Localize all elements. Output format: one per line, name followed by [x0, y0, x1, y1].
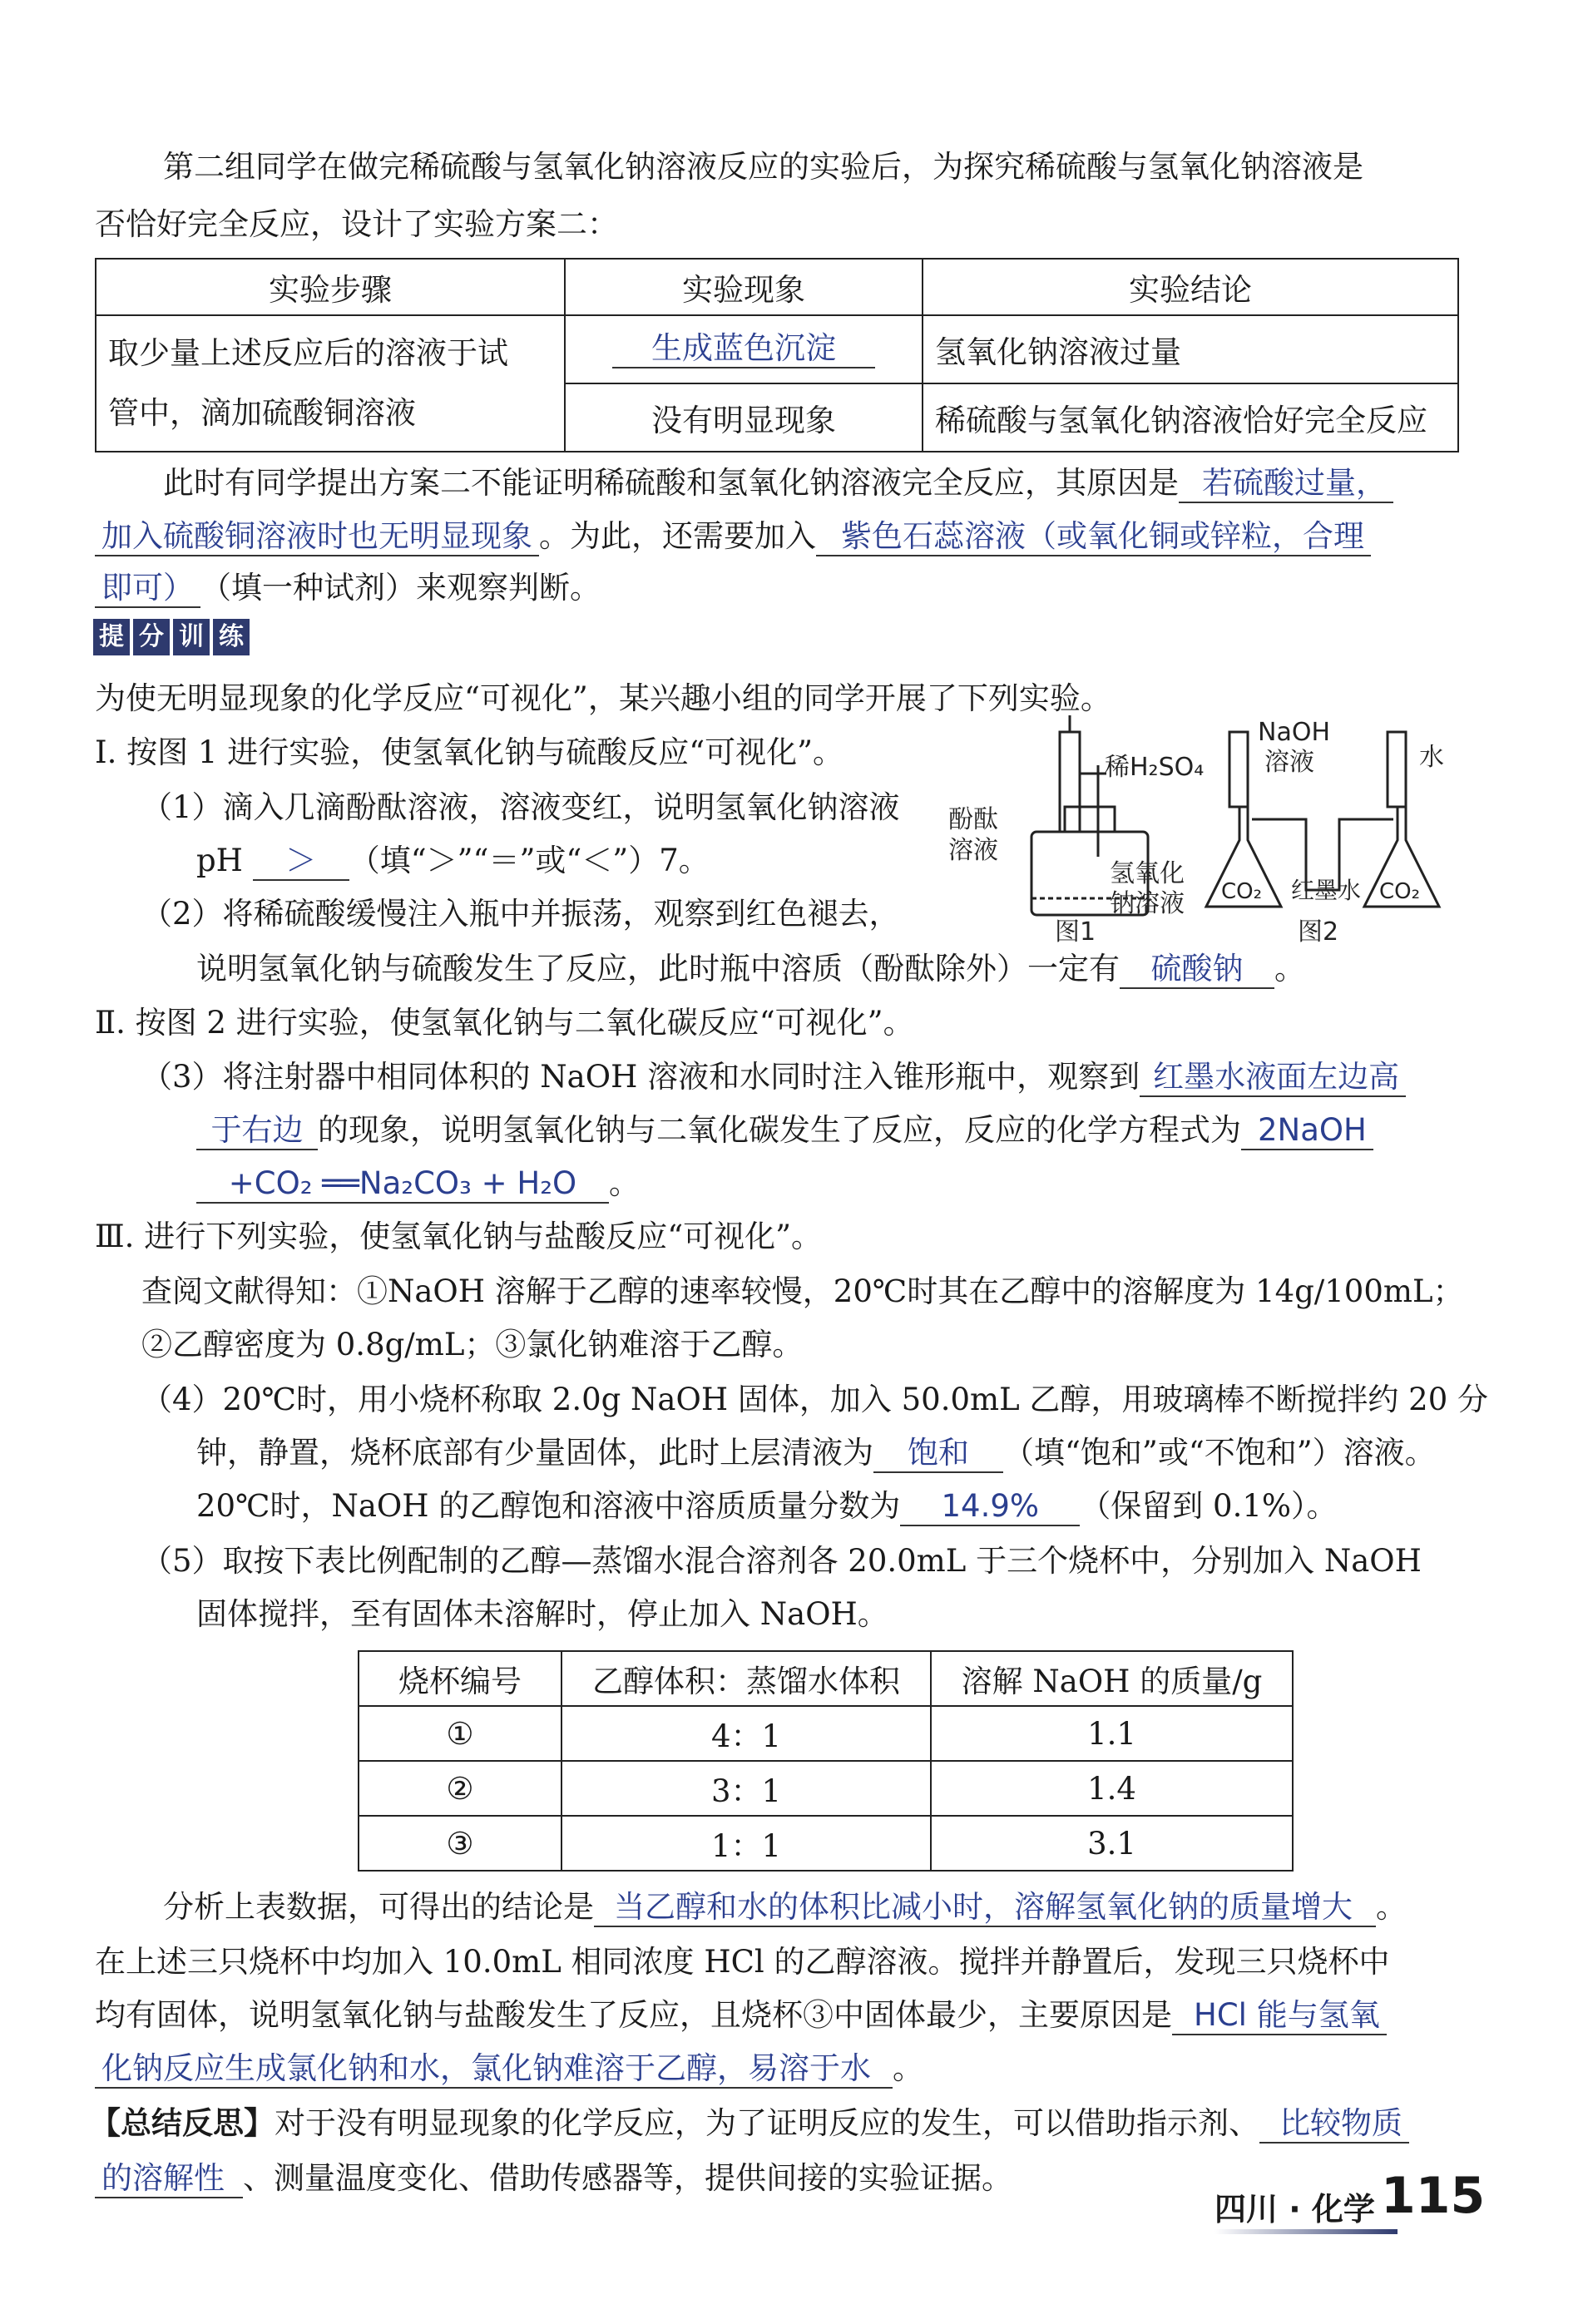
table-cell	[565, 315, 923, 383]
answer-blank: 即可）	[95, 570, 200, 608]
table-header: 实验结论	[923, 259, 1458, 315]
label-water: 水	[1419, 743, 1444, 772]
answer-blank: 饱和	[873, 1435, 1003, 1473]
footer-label: 四川 · 化学	[1214, 2191, 1375, 2228]
answer-blank: 生成蓝色沉淀	[612, 330, 875, 368]
answer-blank: HCl 能与氢氧	[1172, 1997, 1387, 2035]
para-line: 否恰好完全反应，设计了实验方案二：	[95, 206, 618, 242]
answer-blank: ＞	[253, 843, 349, 881]
apparatus-figures	[932, 715, 1464, 948]
answer-blank: 硫酸钠	[1120, 951, 1274, 989]
question-line: （3）将注射器中相同体积的 NaOH 溶液和水同时注入锥形瓶中，观察到 红墨水液面左边高	[141, 1056, 1406, 1098]
table-header: 实验现象	[565, 259, 923, 315]
question-line: 20℃时，NaOH 的乙醇饱和溶液中溶质质量分数为 14.9% （保留到 0.1%）。	[196, 1486, 1338, 1527]
question-line: （2）将稀硫酸缓慢注入瓶中并振荡，观察到红色褪去，	[141, 896, 900, 932]
question-line: 说明氢氧化钠与硫酸发生了反应，此时瓶中溶质（酚酞除外）一定有 硫酸钠 。	[196, 948, 1305, 990]
label-naoh-sol: 氢氧化	[1110, 859, 1185, 888]
para-line: 此时有同学提出方案二不能证明稀硫酸和氢氧化钠溶液完全反应，其原因是 若硫酸过量，	[163, 462, 1393, 504]
question-line: +CO₂ ══Na₂CO₃ + H₂O 。	[196, 1163, 640, 1204]
answer-blank: 化钠反应生成氯化钠和水，氯化钠难溶于乙醇，易溶于水	[95, 2050, 893, 2089]
para-line: 第二组同学在做完稀硫酸与氢氧化钠溶液反应的实验后，为探究稀硫酸与氢氧化钠溶液是	[163, 149, 1363, 185]
experiment-table	[95, 258, 1459, 452]
summary-line: 【总结反思】对于没有明显现象的化学反应，为了证明反应的发生，可以借助指示剂、 比较物质	[90, 2103, 1409, 2144]
label-red-ink: 红墨水	[1291, 877, 1362, 904]
table-row: ② 3：1 1.4	[359, 1761, 1293, 1816]
answer-blank: +CO₂ ══Na₂CO₃ + H₂O	[196, 1165, 609, 1204]
label-naoh-sol: 钠溶液	[1110, 889, 1185, 918]
question-line: （4）20℃时，用小烧杯称取 2.0g NaOH 固体，加入 50.0mL 乙醇，用玻璃棒不断搅拌约 20 分	[141, 1382, 1489, 1417]
answer-blank: 当乙醇和水的体积比减小时，溶解氢氧化钠的质量增大	[594, 1889, 1376, 1927]
table-cell: 稀硫酸与氢氧化钠溶液恰好完全反应	[923, 383, 1458, 452]
answer-blank: 2NaOH	[1241, 1112, 1373, 1150]
answer-blank: 紫色石蕊溶液（或氧化铜或锌粒，合理	[816, 518, 1371, 556]
footer-rule	[1214, 2229, 1398, 2234]
table-header: 实验步骤	[96, 259, 565, 315]
intro-line: 为使无明显现象的化学反应“可视化”，某兴趣小组的同学开展了下列实验。	[95, 680, 1111, 716]
table-row: ① 4：1 1.1	[359, 1706, 1293, 1761]
label-naoh: NaOH	[1258, 718, 1330, 747]
answer-blank: 14.9%	[900, 1488, 1080, 1526]
question-line: pH ＞ （填“＞”“＝”或“＜”）7。	[196, 840, 710, 882]
section-tag: 提 分 训 练	[93, 619, 250, 655]
table-header: 乙醇体积：蒸馏水体积	[561, 1651, 931, 1706]
question-line: 钟，静置，烧杯底部有少量固体，此时上层清液为 饱和 （填“饱和”或“不饱和”）溶液。	[196, 1432, 1436, 1474]
answer-blank: 于右边	[196, 1112, 318, 1150]
answer-blank: 若硫酸过量，	[1179, 465, 1393, 503]
solubility-table	[358, 1650, 1294, 1872]
para-line: 化钠反应生成氯化钠和水，氯化钠难溶于乙醇，易溶于水 。	[95, 2048, 923, 2089]
para-line: 分析上表数据，可得出的结论是 当乙醇和水的体积比减小时，溶解氢氧化钠的质量增大 。	[163, 1886, 1407, 1928]
answer-blank: 比较物质	[1259, 2105, 1409, 2144]
lit-line: 查阅文献得知：①NaOH 溶解于乙醇的速率较慢，20℃时其在乙醇中的溶解度为 14g/100mL；	[141, 1273, 1464, 1309]
question-line: （5）取按下表比例配制的乙醇—蒸馏水混合溶剂各 20.0mL 于三个烧杯中，分别加入 NaOH	[141, 1543, 1422, 1579]
answer-blank: 红墨水液面左边高	[1140, 1059, 1406, 1097]
para-line: 在上述三只烧杯中均加入 10.0mL 相同浓度 HCl 的乙醇溶液。搅拌并静置后，发现三只烧杯中	[95, 1944, 1390, 1980]
answer-blank: 的溶解性	[95, 2160, 243, 2198]
part-title: Ⅱ. 按图 2 进行实验，使氢氧化钠与二氧化碳反应“可视化”。	[95, 1005, 914, 1041]
question-line: 于右边 的现象，说明氢氧化钠与二氧化碳发生了反应，反应的化学方程式为 2NaOH	[196, 1110, 1373, 1151]
label-naoh: 溶液	[1264, 748, 1314, 777]
label-acid: 稀H₂SO₄	[1105, 753, 1205, 782]
figure-1-caption: 图1	[1055, 917, 1096, 947]
para-line: 均有固体，说明氢氧化钠与盐酸发生了反应，且烧杯③中固体最少，主要原因是 HCl 能与氢氧	[95, 1995, 1387, 2036]
label-phenol: 酚酞	[948, 805, 998, 834]
part-title: Ⅲ. 进行下列实验，使氢氧化钠与盐酸反应“可视化”。	[95, 1219, 823, 1254]
table-cell-step: 取少量上述反应后的溶液于试 管中，滴加硫酸铜溶液	[96, 315, 565, 452]
figure-2-caption: 图2	[1298, 917, 1339, 947]
label-co2: CO₂	[1221, 879, 1263, 904]
answer-blank: 加入硫酸铜溶液时也无明显现象	[95, 518, 539, 556]
question-line: （1）滴入几滴酚酞溶液，溶液变红，说明氢氧化钠溶液	[141, 789, 900, 825]
question-line: 固体搅拌，至有固体未溶解时，停止加入 NaOH。	[196, 1596, 888, 1632]
table-row: ③ 1：1 3.1	[359, 1816, 1293, 1871]
table-header: 溶解 NaOH 的质量/g	[931, 1651, 1293, 1706]
part-title: Ⅰ. 按图 1 进行实验，使氢氧化钠与硫酸反应“可视化”。	[95, 734, 844, 770]
table-cell: 没有明显现象	[565, 383, 923, 452]
lit-line: ②乙醇密度为 0.8g/mL；③氯化钠难溶于乙醇。	[141, 1327, 804, 1362]
para-line: 即可） （填一种试剂）来观察判断。	[95, 567, 601, 609]
table-header: 烧杯编号	[359, 1651, 561, 1706]
summary-label: 【总结反思】	[90, 2105, 275, 2141]
para-line: 加入硫酸铜溶液时也无明显现象 。为此，还需要加入 紫色石蕊溶液（或氧化铜或锌粒，合理	[95, 516, 1371, 557]
page-number: 115	[1381, 2167, 1486, 2225]
label-phenol: 溶液	[948, 836, 998, 865]
table-cell: 氢氧化钠溶液过量	[923, 315, 1458, 383]
summary-line: 的溶解性 、测量温度变化、借助传感器等，提供间接的实验证据。	[95, 2158, 1012, 2199]
label-co2: CO₂	[1379, 879, 1421, 904]
